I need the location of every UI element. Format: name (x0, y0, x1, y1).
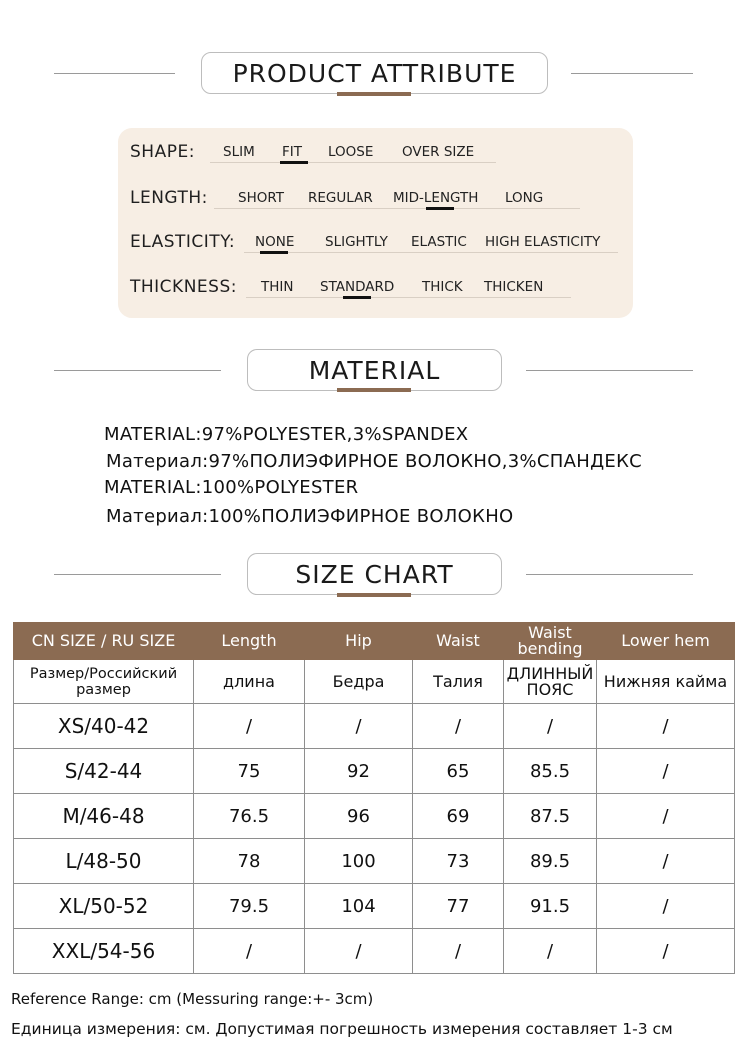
table-row (14, 794, 735, 839)
table-cell: 73 (413, 839, 504, 884)
header-cell: Hip (305, 623, 413, 660)
section-header-size-chart (0, 553, 750, 597)
size-cell: XS/40-42 (14, 704, 194, 749)
material-value: 100%ПОЛИЭФИРНОЕ ВОЛОКНО (208, 506, 514, 527)
material-label: MATERIAL: (104, 477, 202, 498)
reference-note-ru: Единица измерения: см. Допустимая погрешность измерения составляет 1-3 см (11, 1020, 673, 1038)
divider-right (526, 370, 693, 371)
material-line (106, 451, 642, 472)
material-value: 97%ПОЛИЭФИРНОЕ ВОЛОКНО,3%СПАНДЕКС (208, 451, 643, 472)
section-title: PRODUCT ATTRIBUTE (201, 52, 548, 94)
attribute-option: OVER SIZE (402, 144, 475, 160)
table-cell: 92 (305, 749, 413, 794)
section-header-attribute (0, 52, 750, 96)
material-value: 97%POLYESTER,3%SPANDEX (201, 424, 469, 445)
table-cell: / (597, 884, 735, 929)
table-row (14, 839, 735, 884)
table-cell: / (597, 929, 735, 974)
section-title: MATERIAL (247, 349, 502, 391)
table-cell: 96 (305, 794, 413, 839)
table-cell: 78 (194, 839, 305, 884)
header-cell: Waist bending (504, 623, 597, 660)
table-cell: / (305, 929, 413, 974)
table-cell: / (597, 704, 735, 749)
section-header-material (0, 349, 750, 393)
header-cell: Length (194, 623, 305, 660)
size-cell: S/42-44 (14, 749, 194, 794)
divider-right (571, 73, 693, 74)
size-cell: XL/50-52 (14, 884, 194, 929)
header-cell-ru: Бедра (305, 660, 413, 704)
table-cell: / (194, 704, 305, 749)
table-cell: / (504, 704, 597, 749)
header-cell-ru: Размер/Российский размер (14, 660, 194, 704)
table-cell: 65 (413, 749, 504, 794)
table-cell: / (194, 929, 305, 974)
header-cell-ru: длина (194, 660, 305, 704)
divider-left (54, 73, 175, 74)
title-underline (337, 388, 411, 392)
material-label: Материал: (106, 451, 209, 472)
attribute-rule (246, 297, 571, 298)
attribute-key: ELASTICITY: (130, 232, 236, 252)
attribute-option: LONG (505, 190, 544, 206)
table-cell: / (504, 929, 597, 974)
table-cell: 89.5 (504, 839, 597, 884)
attribute-panel (118, 128, 633, 318)
attribute-option-selected: NONE (255, 234, 295, 250)
header-cell: CN SIZE / RU SIZE (14, 623, 194, 660)
title-underline (337, 92, 411, 96)
selected-marker (280, 161, 308, 164)
table-cell: 104 (305, 884, 413, 929)
table-cell: / (305, 704, 413, 749)
table-cell: / (597, 794, 735, 839)
attribute-option-selected: MID-LENGTH (393, 190, 479, 206)
table-cell: / (597, 839, 735, 884)
size-cell: M/46-48 (14, 794, 194, 839)
attribute-row-thickness (118, 263, 633, 303)
material-label: Материал: (106, 506, 209, 527)
table-row (14, 704, 735, 749)
attribute-option: ELASTIC (411, 234, 467, 250)
header-cell-ru: ДЛИННЫЙ ПОЯС (504, 660, 597, 704)
attribute-key: THICKNESS: (130, 277, 237, 297)
attribute-option: SLIM (223, 144, 255, 160)
divider-right (526, 574, 693, 575)
table-cell: 91.5 (504, 884, 597, 929)
attribute-key: SHAPE: (130, 142, 195, 162)
selected-marker (426, 207, 454, 210)
attribute-rule (244, 252, 618, 253)
header-cell-ru: Талия (413, 660, 504, 704)
table-cell: / (413, 704, 504, 749)
material-value: 100%POLYESTER (201, 477, 359, 498)
selected-marker (343, 296, 371, 299)
material-line (104, 477, 358, 498)
table-cell: / (413, 929, 504, 974)
table-header-row (14, 623, 735, 660)
divider-left (54, 370, 221, 371)
attribute-option: THICKEN (484, 279, 544, 295)
table-cell: 100 (305, 839, 413, 884)
table-row (14, 884, 735, 929)
table-header-row-ru (14, 660, 735, 704)
attribute-option-selected: FIT (282, 144, 302, 160)
table-row (14, 749, 735, 794)
header-cell-ru: Нижняя кайма (597, 660, 735, 704)
table-cell: / (597, 749, 735, 794)
attribute-option: THICK (422, 279, 463, 295)
section-title: SIZE CHART (247, 553, 502, 595)
size-cell: L/48-50 (14, 839, 194, 884)
attribute-row-elasticity (118, 218, 633, 258)
divider-left (54, 574, 221, 575)
attribute-option: SLIGHTLY (325, 234, 388, 250)
size-chart-table (13, 622, 735, 974)
table-cell: 77 (413, 884, 504, 929)
header-cell: Waist (413, 623, 504, 660)
material-line (106, 506, 514, 527)
reference-note: Reference Range: cm (Messuring range:+- 3cm) (11, 990, 374, 1008)
table-cell: 75 (194, 749, 305, 794)
selected-marker (260, 251, 288, 254)
table-cell: 76.5 (194, 794, 305, 839)
attribute-option: HIGH ELASTICITY (485, 234, 601, 250)
attribute-rule (214, 208, 580, 209)
attribute-option: SHORT (238, 190, 284, 206)
attribute-option: THIN (261, 279, 294, 295)
material-label: MATERIAL: (104, 424, 202, 445)
attribute-key: LENGTH: (130, 188, 208, 208)
attribute-option-selected: STANDARD (320, 279, 395, 295)
size-cell: XXL/54-56 (14, 929, 194, 974)
attribute-row-length (118, 174, 633, 214)
table-cell: 87.5 (504, 794, 597, 839)
table-cell: 79.5 (194, 884, 305, 929)
attribute-option: REGULAR (308, 190, 373, 206)
attribute-rule (210, 162, 496, 163)
attribute-row-shape (118, 128, 633, 168)
table-cell: 85.5 (504, 749, 597, 794)
material-line (104, 424, 468, 445)
header-cell: Lower hem (597, 623, 735, 660)
table-cell: 69 (413, 794, 504, 839)
attribute-option: LOOSE (328, 144, 374, 160)
table-row (14, 929, 735, 974)
title-underline (337, 593, 411, 597)
